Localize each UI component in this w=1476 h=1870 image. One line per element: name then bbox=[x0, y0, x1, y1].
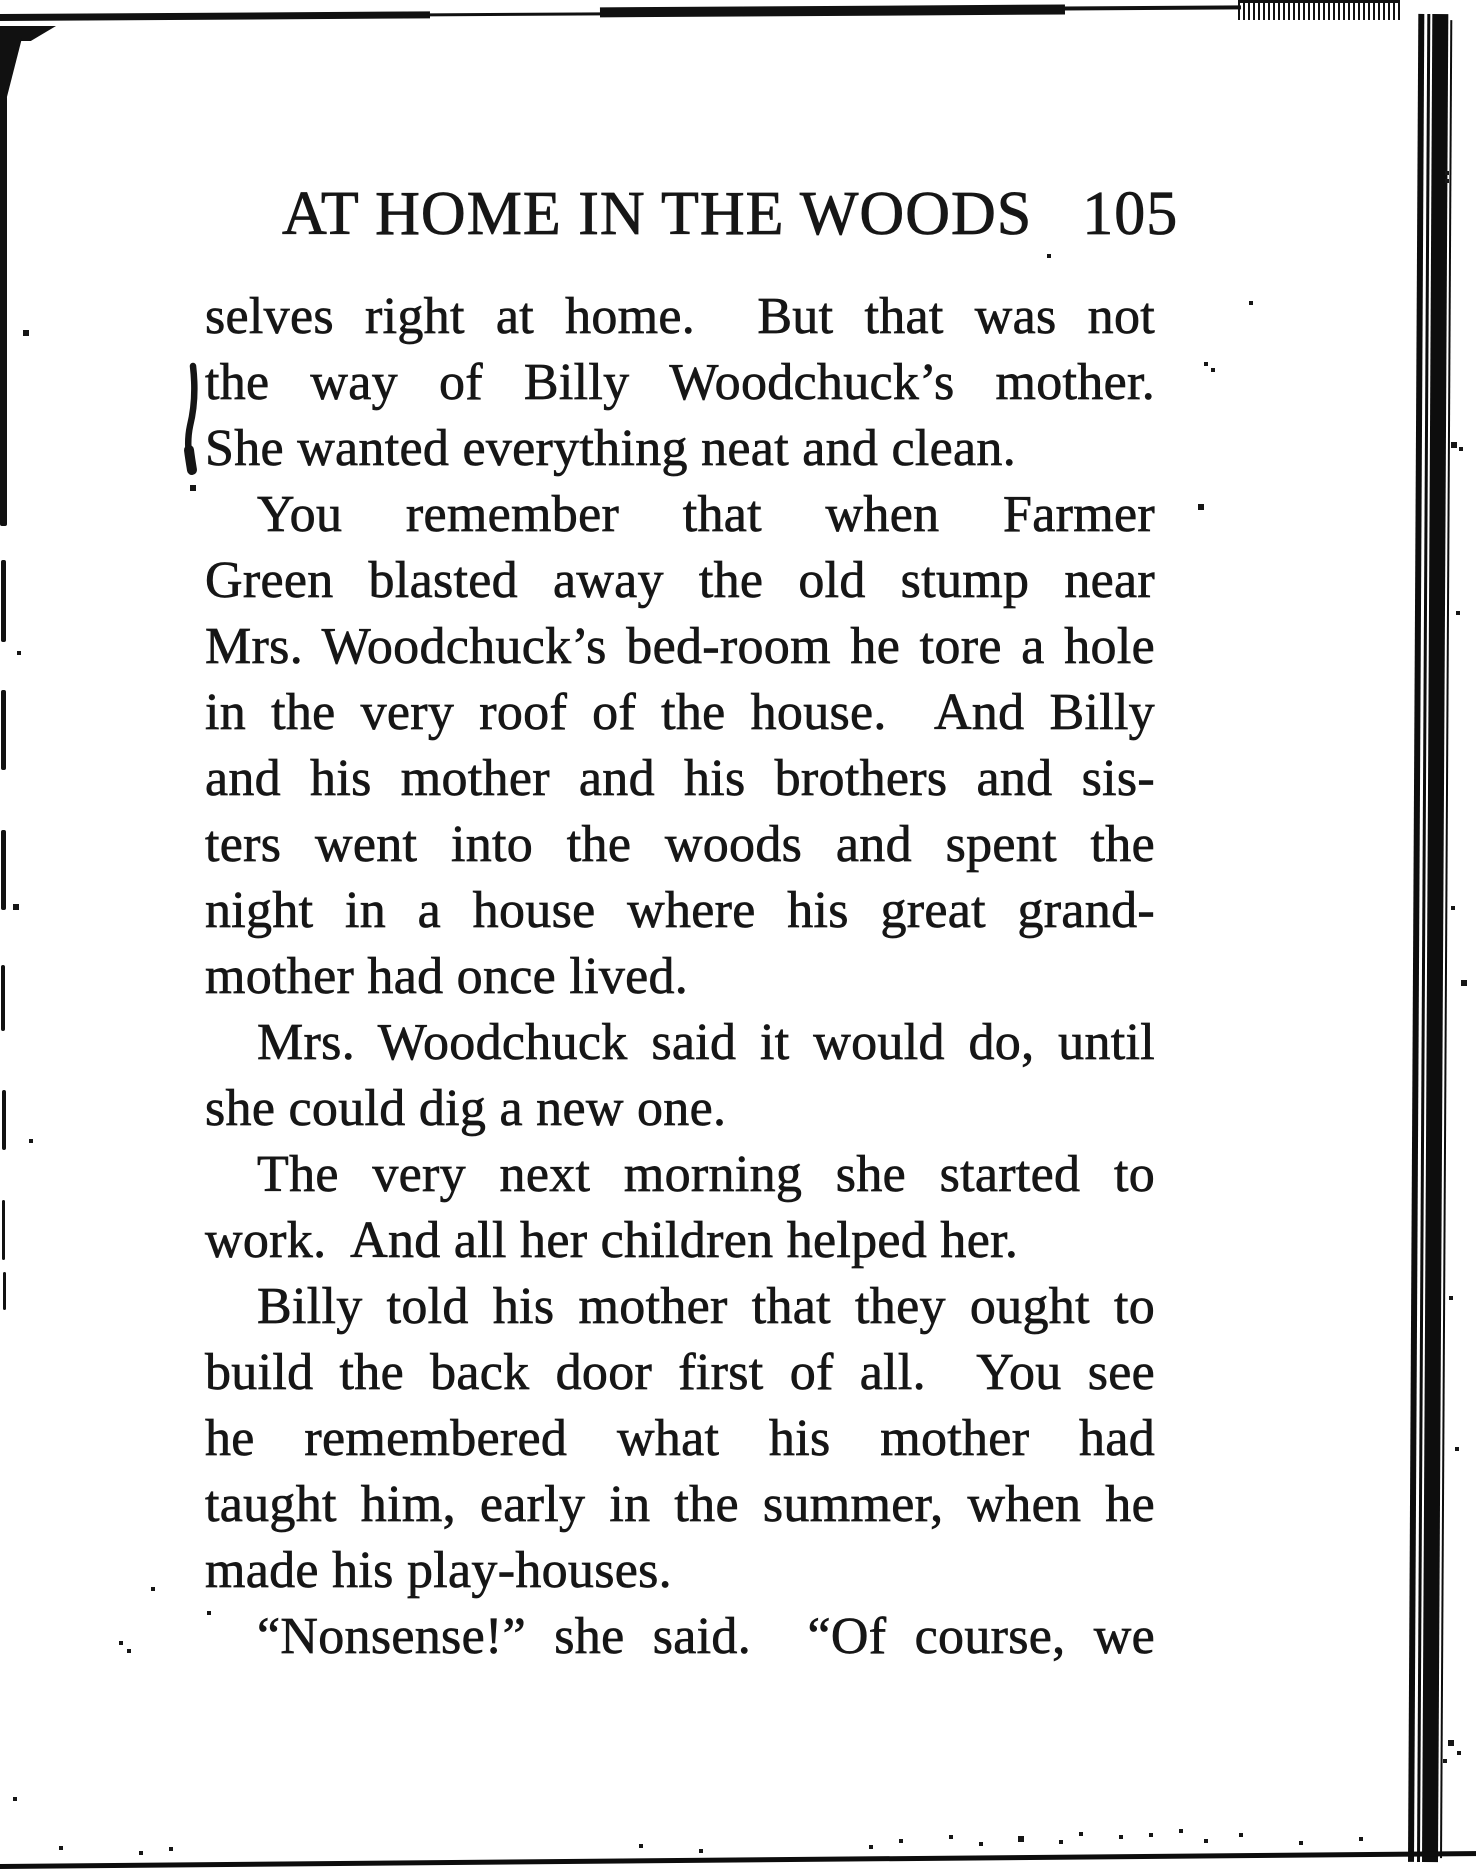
text-line: mother had once lived. bbox=[205, 948, 689, 1005]
text-line: The very next morning she started to bbox=[257, 1146, 1155, 1203]
text-line: ters went into the woods and spent the bbox=[205, 816, 1155, 873]
top-edge-segment bbox=[0, 11, 430, 21]
left-edge-taper bbox=[0, 38, 22, 100]
binding-gutter-lines bbox=[1406, 14, 1456, 1862]
top-edge-segment bbox=[428, 12, 603, 16]
top-edge-segment bbox=[600, 4, 1065, 17]
text-line: taught him, early in the summer, when he bbox=[205, 1476, 1155, 1533]
top-right-hatch-artifact bbox=[1238, 0, 1400, 20]
text-line: She wanted everything neat and clean. bbox=[205, 420, 1017, 477]
body-text bbox=[205, 284, 1155, 1670]
top-edge-scan-artifact bbox=[0, 1, 1405, 26]
text-line: the way of Billy Woodchuck’s mother. bbox=[205, 354, 1155, 411]
left-edge-strip bbox=[0, 96, 7, 526]
ink-specks bbox=[0, 0, 2, 2]
pen-mark bbox=[180, 358, 206, 498]
left-edge-dash bbox=[1, 830, 6, 910]
page-header bbox=[282, 180, 1179, 248]
text-line: selves right at home. But that was not bbox=[205, 288, 1155, 345]
text-line: “Nonsense!” she said. “Of course, we bbox=[257, 1608, 1155, 1665]
text-line: made his play-houses. bbox=[205, 1542, 672, 1599]
text-line: and his mother and his brothers and sis- bbox=[205, 750, 1155, 807]
left-edge-dash bbox=[3, 1272, 6, 1310]
left-edge-dash bbox=[1, 560, 6, 642]
text-line: she could dig a new one. bbox=[205, 1080, 727, 1137]
text-line: he remembered what his mother had bbox=[205, 1410, 1155, 1467]
left-edge-dash bbox=[1, 690, 6, 770]
left-edge-dash bbox=[1, 965, 5, 1031]
text-line: Mrs. Woodchuck said it would do, until bbox=[257, 1014, 1155, 1071]
text-line: build the back door first of all. You see bbox=[205, 1344, 1155, 1401]
text-line: Billy told his mother that they ought to bbox=[257, 1278, 1155, 1335]
text-line: You remember that when Farmer bbox=[257, 486, 1155, 543]
top-edge-segment bbox=[1063, 5, 1241, 10]
page-number: 105 bbox=[1082, 180, 1179, 248]
text-line: work. And all her children helped her. bbox=[205, 1212, 1019, 1269]
running-head-title: AT HOME IN THE WOODS bbox=[282, 180, 1033, 248]
text-line: in the very roof of the house. And Billy bbox=[205, 684, 1155, 741]
bottom-edge-scan-artifact bbox=[0, 1851, 1476, 1869]
text-line: night in a house where his great grand- bbox=[205, 882, 1155, 939]
left-edge-dash bbox=[2, 1090, 6, 1150]
text-line: Green blasted away the old stump near bbox=[205, 552, 1155, 609]
text-line: Mrs. Woodchuck’s bed-room he tore a hole bbox=[205, 618, 1155, 675]
left-edge-dash bbox=[2, 1200, 5, 1260]
